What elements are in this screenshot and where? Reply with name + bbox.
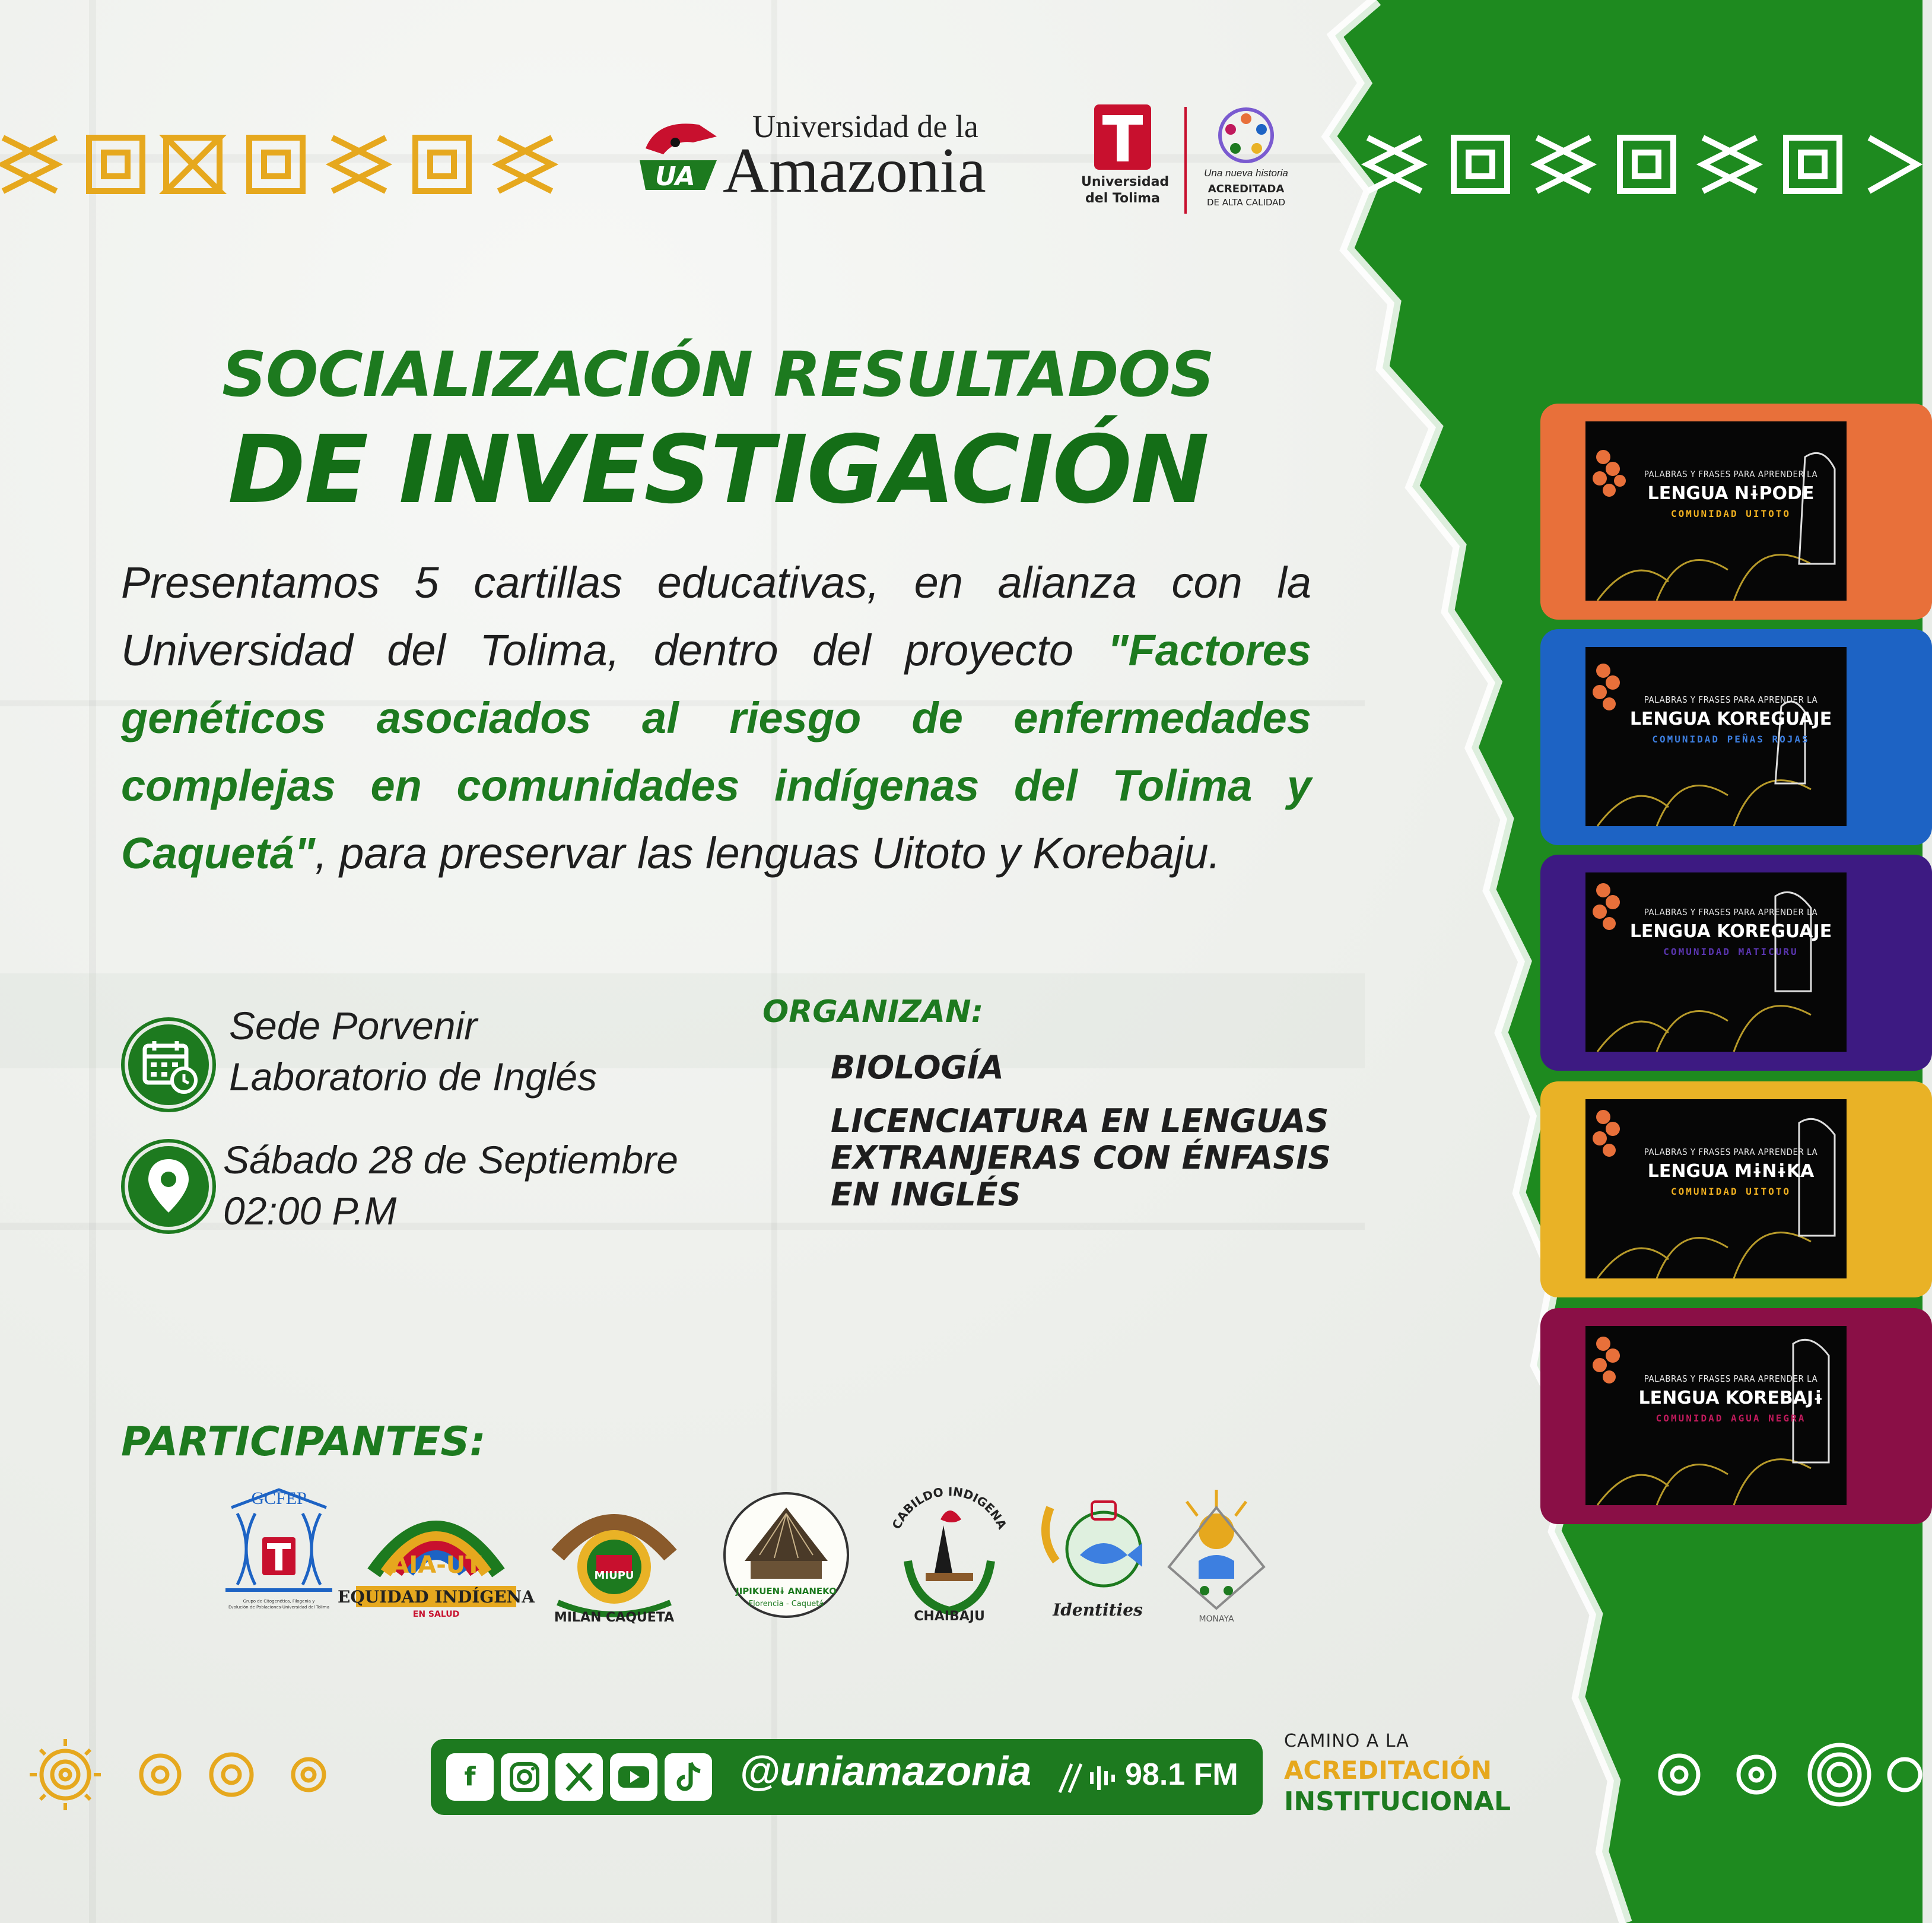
jipikueni-caption: Florencia - Caquetá (748, 1600, 824, 1608)
ut-shield-icon (1094, 104, 1151, 170)
booklet-5-community: COMUNIDAD AGUA NEGRA (1655, 1413, 1806, 1424)
booklet-card-5 (1540, 1308, 1932, 1524)
booklet-1-language: LENGUA NɨPODE (1647, 483, 1815, 504)
participant-logo-jipikueni (718, 1484, 854, 1626)
identities-caption: Identities (1053, 1600, 1143, 1620)
facebook-icon[interactable]: f (446, 1753, 494, 1801)
gcfep-name: GCFEP (251, 1489, 307, 1508)
ua-name-line2: Amazonia (723, 135, 986, 206)
logo-divider (1184, 107, 1187, 214)
booklet-card-2 (1540, 629, 1932, 845)
booklet-cover-5 (1585, 1326, 1847, 1505)
acred-acreditacion: ACREDITACIÓN (1284, 1756, 1492, 1785)
sun-decorations-left (12, 1733, 344, 1816)
intro-text-2: , para preservar las lenguas Uitoto y Korebaju. (315, 829, 1221, 878)
gcfep-dna-icon (220, 1484, 338, 1626)
radio-wave-icon (1054, 1754, 1119, 1802)
svg-text:AIA-UT: AIA-UT (390, 1551, 482, 1579)
youtube-icon[interactable] (610, 1753, 657, 1801)
booklet-1-pre: PALABRAS Y FRASES PARA APRENDER LA (1644, 469, 1818, 480)
booklet-5-pre: PALABRAS Y FRASES PARA APRENDER LA (1644, 1373, 1818, 1384)
resguardo-sub: MIUPU (594, 1569, 634, 1582)
monaya-sun-icon (1163, 1484, 1270, 1626)
booklet-4-language: LENGUA MɨNɨKA (1647, 1161, 1815, 1182)
intro-text-1: Presentamos 5 cartillas educativas, en alianza con la Universidad del Tolima, dentro del proyecto (121, 558, 1311, 675)
tribal-pattern-left (0, 132, 564, 197)
social-bar (431, 1739, 1263, 1815)
identities-fish-icon (1032, 1484, 1163, 1626)
booklet-cover-2 (1585, 647, 1847, 826)
participant-logo-cabildo (878, 1484, 1021, 1626)
acreditada-logo (1199, 106, 1294, 216)
acred-label: ACREDITADA (1208, 183, 1285, 195)
tribal-pattern-right (1365, 132, 1923, 197)
social-handle[interactable]: @uniamazonia (739, 1748, 1032, 1794)
booklet-4-pre: PALABRAS Y FRASES PARA APRENDER LA (1644, 1147, 1818, 1157)
booklet-2-pre: PALABRAS Y FRASES PARA APRENDER LA (1644, 694, 1818, 705)
cabildo-name: CABILDO INDIGENA (889, 1484, 1010, 1532)
cabildo-wreath-icon (878, 1484, 1021, 1626)
location-line2: Laboratorio de Inglés (229, 1055, 598, 1099)
booklet-cover-3 (1585, 872, 1847, 1052)
toucan-icon (634, 113, 723, 196)
booklet-2-community: COMUNIDAD PEÑAS ROJAS (1652, 734, 1810, 745)
tiktok-icon[interactable] (665, 1753, 712, 1801)
location-line1: Sede Porvenir (229, 1004, 478, 1048)
svg-text:EN SALUD: EN SALUD (412, 1610, 460, 1619)
resguardo-caption: MILAN CAQUETA (554, 1610, 675, 1625)
booklet-4-community: COMUNIDAD UITOTO (1670, 1186, 1791, 1197)
svg-text:Grupo de Citogenética, Filogen: Grupo de Citogenética, Filogenia y (243, 1599, 315, 1604)
participant-logo-gcfep (220, 1484, 350, 1626)
acred-quality: DE ALTA CALIDAD (1207, 197, 1285, 208)
booklet-card-1 (1540, 404, 1932, 620)
sun-decorations-right (1644, 1733, 1917, 1816)
map-pin-icon (125, 1143, 212, 1230)
ut-name-line1: Universidad (1081, 174, 1170, 189)
acred-camino: CAMINO A LA (1284, 1731, 1409, 1751)
svg-text:UA: UA (655, 161, 695, 192)
ut-name-line2: del Tolima (1085, 191, 1160, 206)
booklet-3-language: LENGUA KOREGUAJE (1629, 921, 1832, 942)
organizer-licenciatura: LICENCIATURA EN LENGUAS EXTRANJERAS CON ÉNFASIS EN INGLÉS (831, 1102, 1332, 1213)
acreditacion-badge (1270, 1727, 1549, 1824)
resguardo-emblem-icon (540, 1484, 688, 1626)
participant-logo-equidad-indigena (338, 1484, 535, 1626)
organizer-biologia: BIOLOGÍA (831, 1049, 1004, 1086)
monaya-caption: MONAYA (1199, 1614, 1234, 1624)
svg-text:Evolución de Poblaciones-Unive: Evolución de Poblaciones-Universidad del Tolima (228, 1605, 329, 1610)
ua-name-line1: Universidad de la (752, 109, 978, 144)
booklet-2-language: LENGUA KOREGUAJE (1629, 709, 1832, 729)
utolima-logo (1081, 104, 1170, 217)
booklet-card-3 (1540, 855, 1932, 1071)
jungle-plant-icon (1585, 872, 1847, 1052)
title-line2: DE INVESTIGACIÓN (227, 415, 1209, 525)
date-line2: 02:00 P.M (223, 1189, 397, 1233)
instagram-icon[interactable] (501, 1753, 548, 1801)
booklet-5-language: LENGUA KOREBAJɨ (1638, 1388, 1823, 1408)
booklet-card-4 (1540, 1081, 1932, 1297)
intro-paragraph (121, 549, 1311, 887)
booklet-cover-1 (1585, 421, 1847, 601)
booklet-1-community: COMUNIDAD UITOTO (1670, 508, 1791, 519)
jipikueni-name: JIPIKUENɨ ANANEKO (736, 1586, 837, 1597)
maloca-icon (718, 1484, 854, 1626)
feather-crown-icon (338, 1484, 535, 1626)
acreditada-circle-icon (1216, 106, 1276, 165)
title-line1: SOCIALIZACIÓN RESULTADOS (222, 338, 1214, 411)
participant-logo-resguardo (540, 1484, 688, 1626)
participant-logo-monaya (1163, 1484, 1270, 1626)
booklet-cover-4 (1585, 1099, 1847, 1278)
participants-title: PARTICIPANTES: (121, 1419, 486, 1465)
date-line1: Sábado 28 de Septiembre (223, 1138, 678, 1182)
participant-logo-identities (1032, 1484, 1163, 1626)
acred-institucional: INSTITUCIONAL (1284, 1786, 1511, 1817)
svg-text:CABILDO INDIGENA (889, 1484, 1009, 1532)
booklet-3-pre: PALABRAS Y FRASES PARA APRENDER LA (1644, 907, 1818, 918)
calendar-icon (125, 1021, 212, 1109)
project-title: "Factores genéticos asociados al riesgo de enfermedades complejas en comunidades indígenas del Tolima y Caquetá" (121, 626, 1311, 878)
organizers-title: ORGANIZAN: (762, 994, 984, 1030)
acred-tagline: Una nueva historia (1204, 167, 1288, 179)
radio-frequency: 98.1 FM (1125, 1757, 1238, 1792)
booklet-3-community: COMUNIDAD MATICURU (1663, 946, 1798, 957)
x-icon[interactable] (555, 1753, 603, 1801)
uniamazonia-logo (634, 107, 1061, 208)
equidad-caption: EQUIDAD INDÍGENA (338, 1587, 535, 1607)
cabildo-caption: CHAIBAJU (914, 1609, 985, 1624)
